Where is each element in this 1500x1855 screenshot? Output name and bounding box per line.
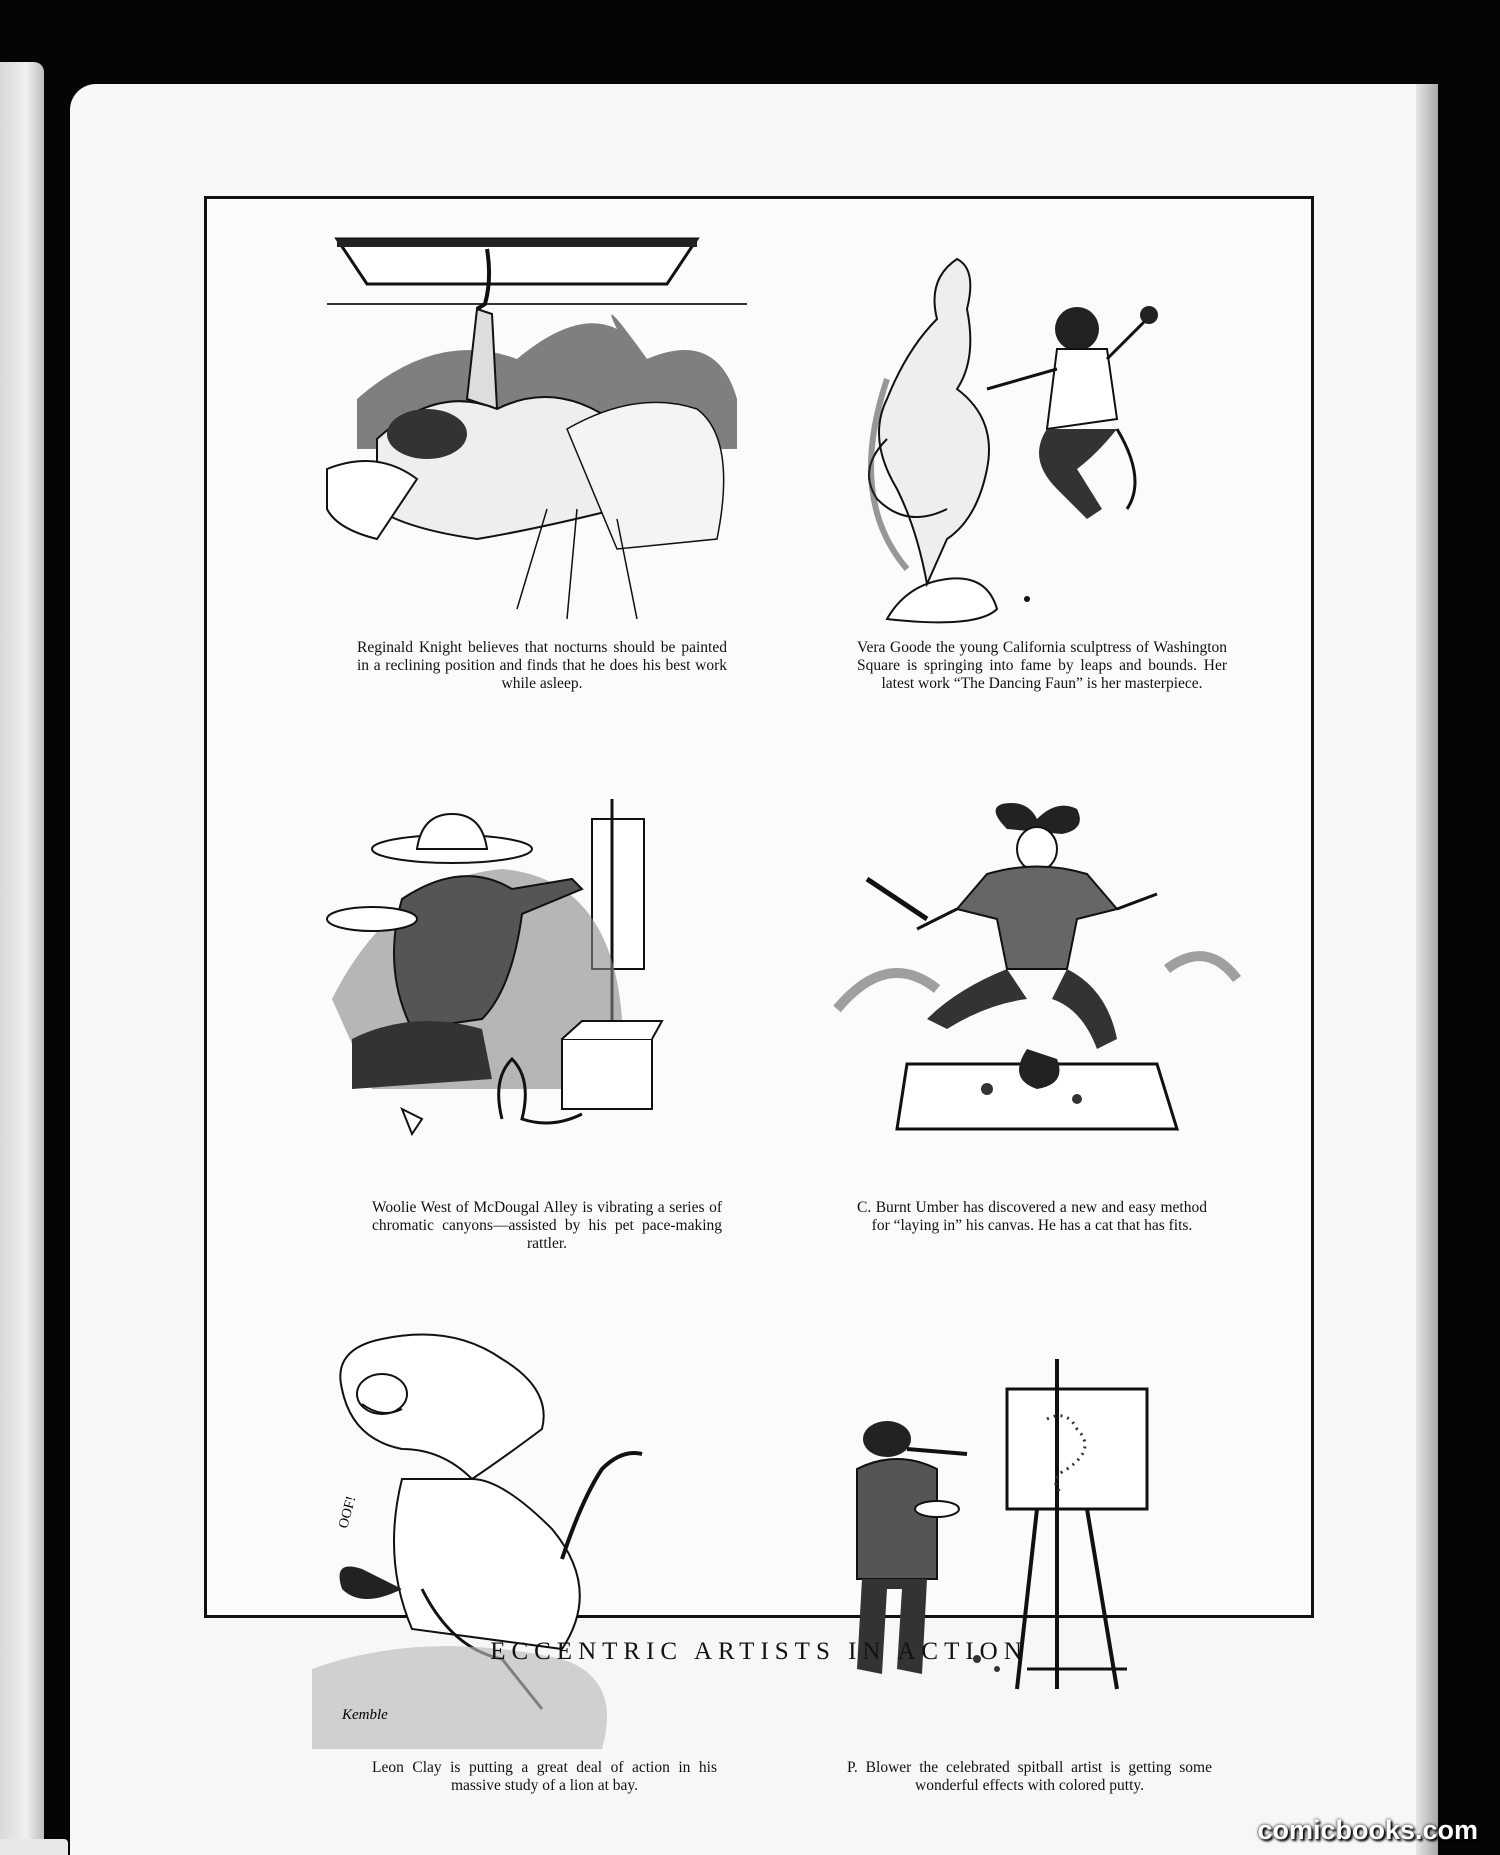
panel-p-blower (827, 1329, 1257, 1809)
caption-panel-4: C. Burnt Umber has discovered a new and easy method for “laying in” his canvas. He has a cat that has fits. (857, 1199, 1207, 1234)
panel-vera-goode (827, 239, 1247, 759)
page-title: ECCENTRIC ARTISTS IN ACTION (490, 1638, 1028, 1665)
caption-panel-1: Reginald Knight believes that nocturns should be painted in a reclining position and finds that he does his best work while asleep. (357, 639, 727, 692)
caption-panel-2: Vera Goode the young California sculptress of Washington Square is springing into fame by leaps and bounds. Her latest work “The Dancing Faun” is her masterpiece. (857, 639, 1227, 692)
corner-tab (0, 1839, 68, 1855)
artist-signature: Kemble (342, 1707, 388, 1723)
reclining-painter-illustration (317, 209, 757, 639)
site-watermark: comicbooks.com (1257, 1815, 1478, 1845)
spitball-artist-illustration (827, 1329, 1257, 1759)
panel-reginald-knight (317, 209, 757, 739)
panel-woolie-west (312, 789, 762, 1319)
sculptress-leaping-illustration (827, 239, 1247, 639)
caption-panel-5: Leon Clay is putting a great deal of action in his massive study of a lion at bay. (372, 1759, 717, 1794)
cat-canvas-painter-illustration (827, 789, 1257, 1199)
lion-sculptor-illustration (302, 1329, 762, 1759)
sound-effect-oof: OOF! (336, 1494, 360, 1531)
cowboy-painter-illustration (312, 789, 762, 1199)
panel-leon-clay (302, 1329, 762, 1809)
caption-panel-3: Woolie West of McDougal Alley is vibrating a series of chromatic canyons—assisted by his pet pace-making rattler. (372, 1199, 722, 1252)
page-edge-shadow (1416, 84, 1438, 1855)
left-page-edge (0, 62, 44, 1855)
caption-panel-6: P. Blower the celebrated spitball artist is getting some wonderful effects with colored putty. (847, 1759, 1212, 1794)
panel-burnt-umber (827, 789, 1257, 1319)
